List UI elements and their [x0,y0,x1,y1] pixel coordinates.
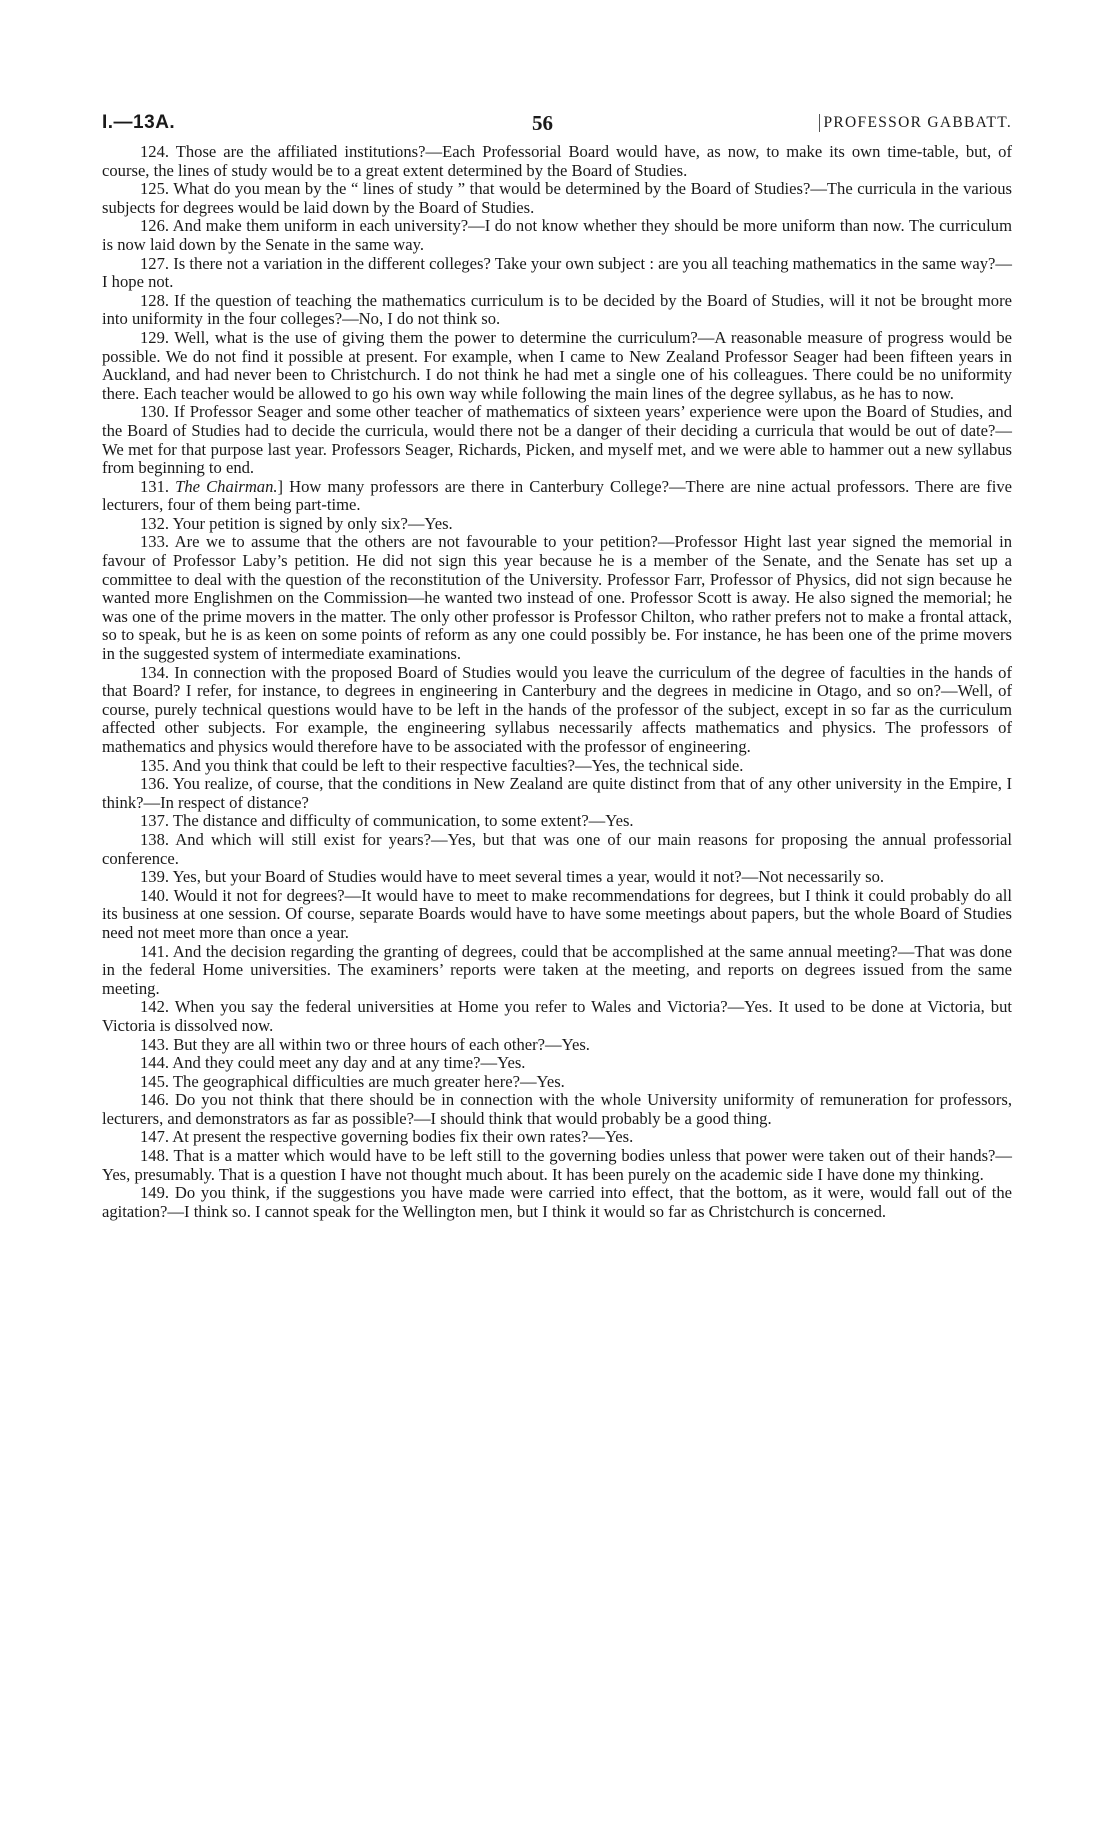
paragraph-125: 125. What do you mean by the “ lines of study ” that would be determined by the Board of Studies?—The curricula in the various subjects for degrees would be laid down by the Board of Studies. [102,179,1012,217]
paragraph-133: 133. Are we to assume that the others are not favourable to your petition?—Professor Hight last year signed the memorial in favour of Professor Laby’s petition. He did not sign this year because he is a member of the Senate, and the Senate has set up a committee to deal with the question of the reconstitution of the University. Professor Farr, Professor of Physics, did not sign because he wanted more Englishmen on the Commission—he wanted two instead of one. Professor Scott is away. He also signed the memorial; he was one of the prime movers in the matter. The only other professor is Professor Chilton, who rather prefers not to make a frontal attack, so to speak, but he is as keen on some points of reform as any one could possibly be. For instance, he has been one of the prime movers in the suggested system of intermediate examinations. [102,532,1012,664]
paragraph-129: 129. Well, what is the use of giving them the power to determine the curriculum?—A reasonable measure of progress would be possible. We do not find it possible at present. For example, when I came to New Zealand Professor Seager had been fifteen years in Auckland, and had never been to Christchurch. I do not think he had met a single one of his colleagues. There could be no uniformity there. Each teacher would be allowed to go his own way while following the main lines of the degree syllabus, as he has to now. [102,327,1012,403]
paragraph-144: 144. And they could meet any day and at any time?—Yes. [140,1053,526,1073]
document-reference: I.—13A. [102,112,176,133]
paragraph-146: 146. Do you not think that there should be in connection with the whole University uniformity of remuneration for professors, lecturers, and demonstrators as far as possible?—I should think that would probably be a good thing. [102,1090,1012,1128]
paragraph-134: 134. In connection with the proposed Board of Studies would you leave the curriculum of the degree of faculties in the hands of that Board? I refer, for instance, to degrees in engineering in Canterbury and the degrees in medicine in Otago, and so on?—Well, of course, purely technical questions would have to be left in the hands of the professor of the subject, except in so far as the curriculum affected other subjects. For example, the engineering syllabus necessarily affects mathematics and physics. The professors of mathematics and physics would therefore have to be associated with the professor of engineering. [102,662,1012,756]
paragraph-text: ] How many professors are there in Canterbury College?—There are nine actual professors. There are five lecturers, four of them being part-time. [102,476,1013,515]
paragraph-137: 137. The distance and difficulty of communication, to some extent?—Yes. [140,811,634,831]
paragraph-127: 127. Is there not a variation in the different colleges? Take your own subject : are you all teaching mathematics in the same way?—I hope not. [102,253,1012,292]
paragraph-142: 142. When you say the federal universities at Home you refer to Wales and Victoria?—Yes. It used to be done at Victoria, but Victoria is dissolved now. [102,997,1012,1035]
paragraph-141: 141. And the decision regarding the granting of degrees, could that be accomplished at the same annual meeting?—That was done in the federal Home universities. The examiners’ reports were taken at the meeting, and reports on degrees issued from the same meeting. [102,941,1012,998]
paragraph-147: 147. At present the respective governing bodies fix their own rates?—Yes. [140,1127,634,1147]
paragraph-145: 145. The geographical difficulties are much greater here?—Yes. [140,1071,565,1091]
paragraph-135: 135. And you think that could be left to their respective faculties?—Yes, the technical side. [140,755,744,775]
paragraph-130: 130. If Professor Seager and some other teacher of mathematics of sixteen years’ experience were upon the Board of Studies, and the Board of Studies had to decide the curricula, would there not be a danger of their deciding a curricula that would be out of date?—We met for that purpose last year. Professors Seager, Richards, Picken, and myself met, and we were able to hammer out a new syllabus from beginning to end. [102,402,1012,478]
paragraph-148: 148. That is a matter which would have to be left still to the governing bodies unless that power were taken out of their hands?—Yes, presumably. That is a question I have not thought much about. It has been purely on the academic side I have done my thinking. [102,1146,1012,1184]
paragraph-124: 124. Those are the affiliated institutions?—Each Professorial Board would have, as now, to make its own time-table, but, of course, the lines of study would be to a great extent determined by the Board of Studies. [102,142,1012,180]
paragraph-132: 132. Your petition is signed by only six?—Yes. [140,513,453,533]
question-number: 131. [140,476,176,496]
body-text [102,143,1012,1221]
paragraph-128: 128. If the question of teaching the mathematics curriculum is to be decided by the Board of Studies, will it not be brought more into uniformity in the four colleges?—No, I do not think so. [102,290,1012,329]
page-number: 56 [532,111,553,135]
paragraph-131 [102,478,1012,515]
running-head: PROFESSOR GABBATT. [819,114,1013,132]
page-header [102,112,1012,142]
paragraph-126: 126. And make them uniform in each university?—I do not know whether they should be more uniform than now. The curriculum is now laid down by the Senate in the same way. [102,216,1012,254]
paragraph-149: 149. Do you think, if the suggestions you have made were carried into effect, that the bottom, as it were, would fall out of the agitation?—I think so. I cannot speak for the Wellington men, but I think it would so far as Christchurch is concerned. [102,1183,1012,1221]
paragraph-136: 136. You realize, of course, that the conditions in New Zealand are quite distinct from that of any other university in the Empire, I think?—In respect of distance? [102,774,1012,812]
paragraph-139: 139. Yes, but your Board of Studies would have to meet several times a year, would it not?—Not necessarily so. [140,867,885,887]
paragraph-143: 143. But they are all within two or three hours of each other?—Yes. [140,1034,590,1054]
paragraph-140: 140. Would it not for degrees?—It would have to meet to make recommendations for degrees, but I think it could probably do all its business at one session. Of course, separate Boards would have to have some meetings about papers, but the whole Board of Studies need not meet more than once a year. [102,885,1012,942]
speaker-name: The Chairman. [175,476,278,496]
paragraph-138: 138. And which will still exist for years?—Yes, but that was one of our main reasons for proposing the annual professorial conference. [102,829,1012,868]
